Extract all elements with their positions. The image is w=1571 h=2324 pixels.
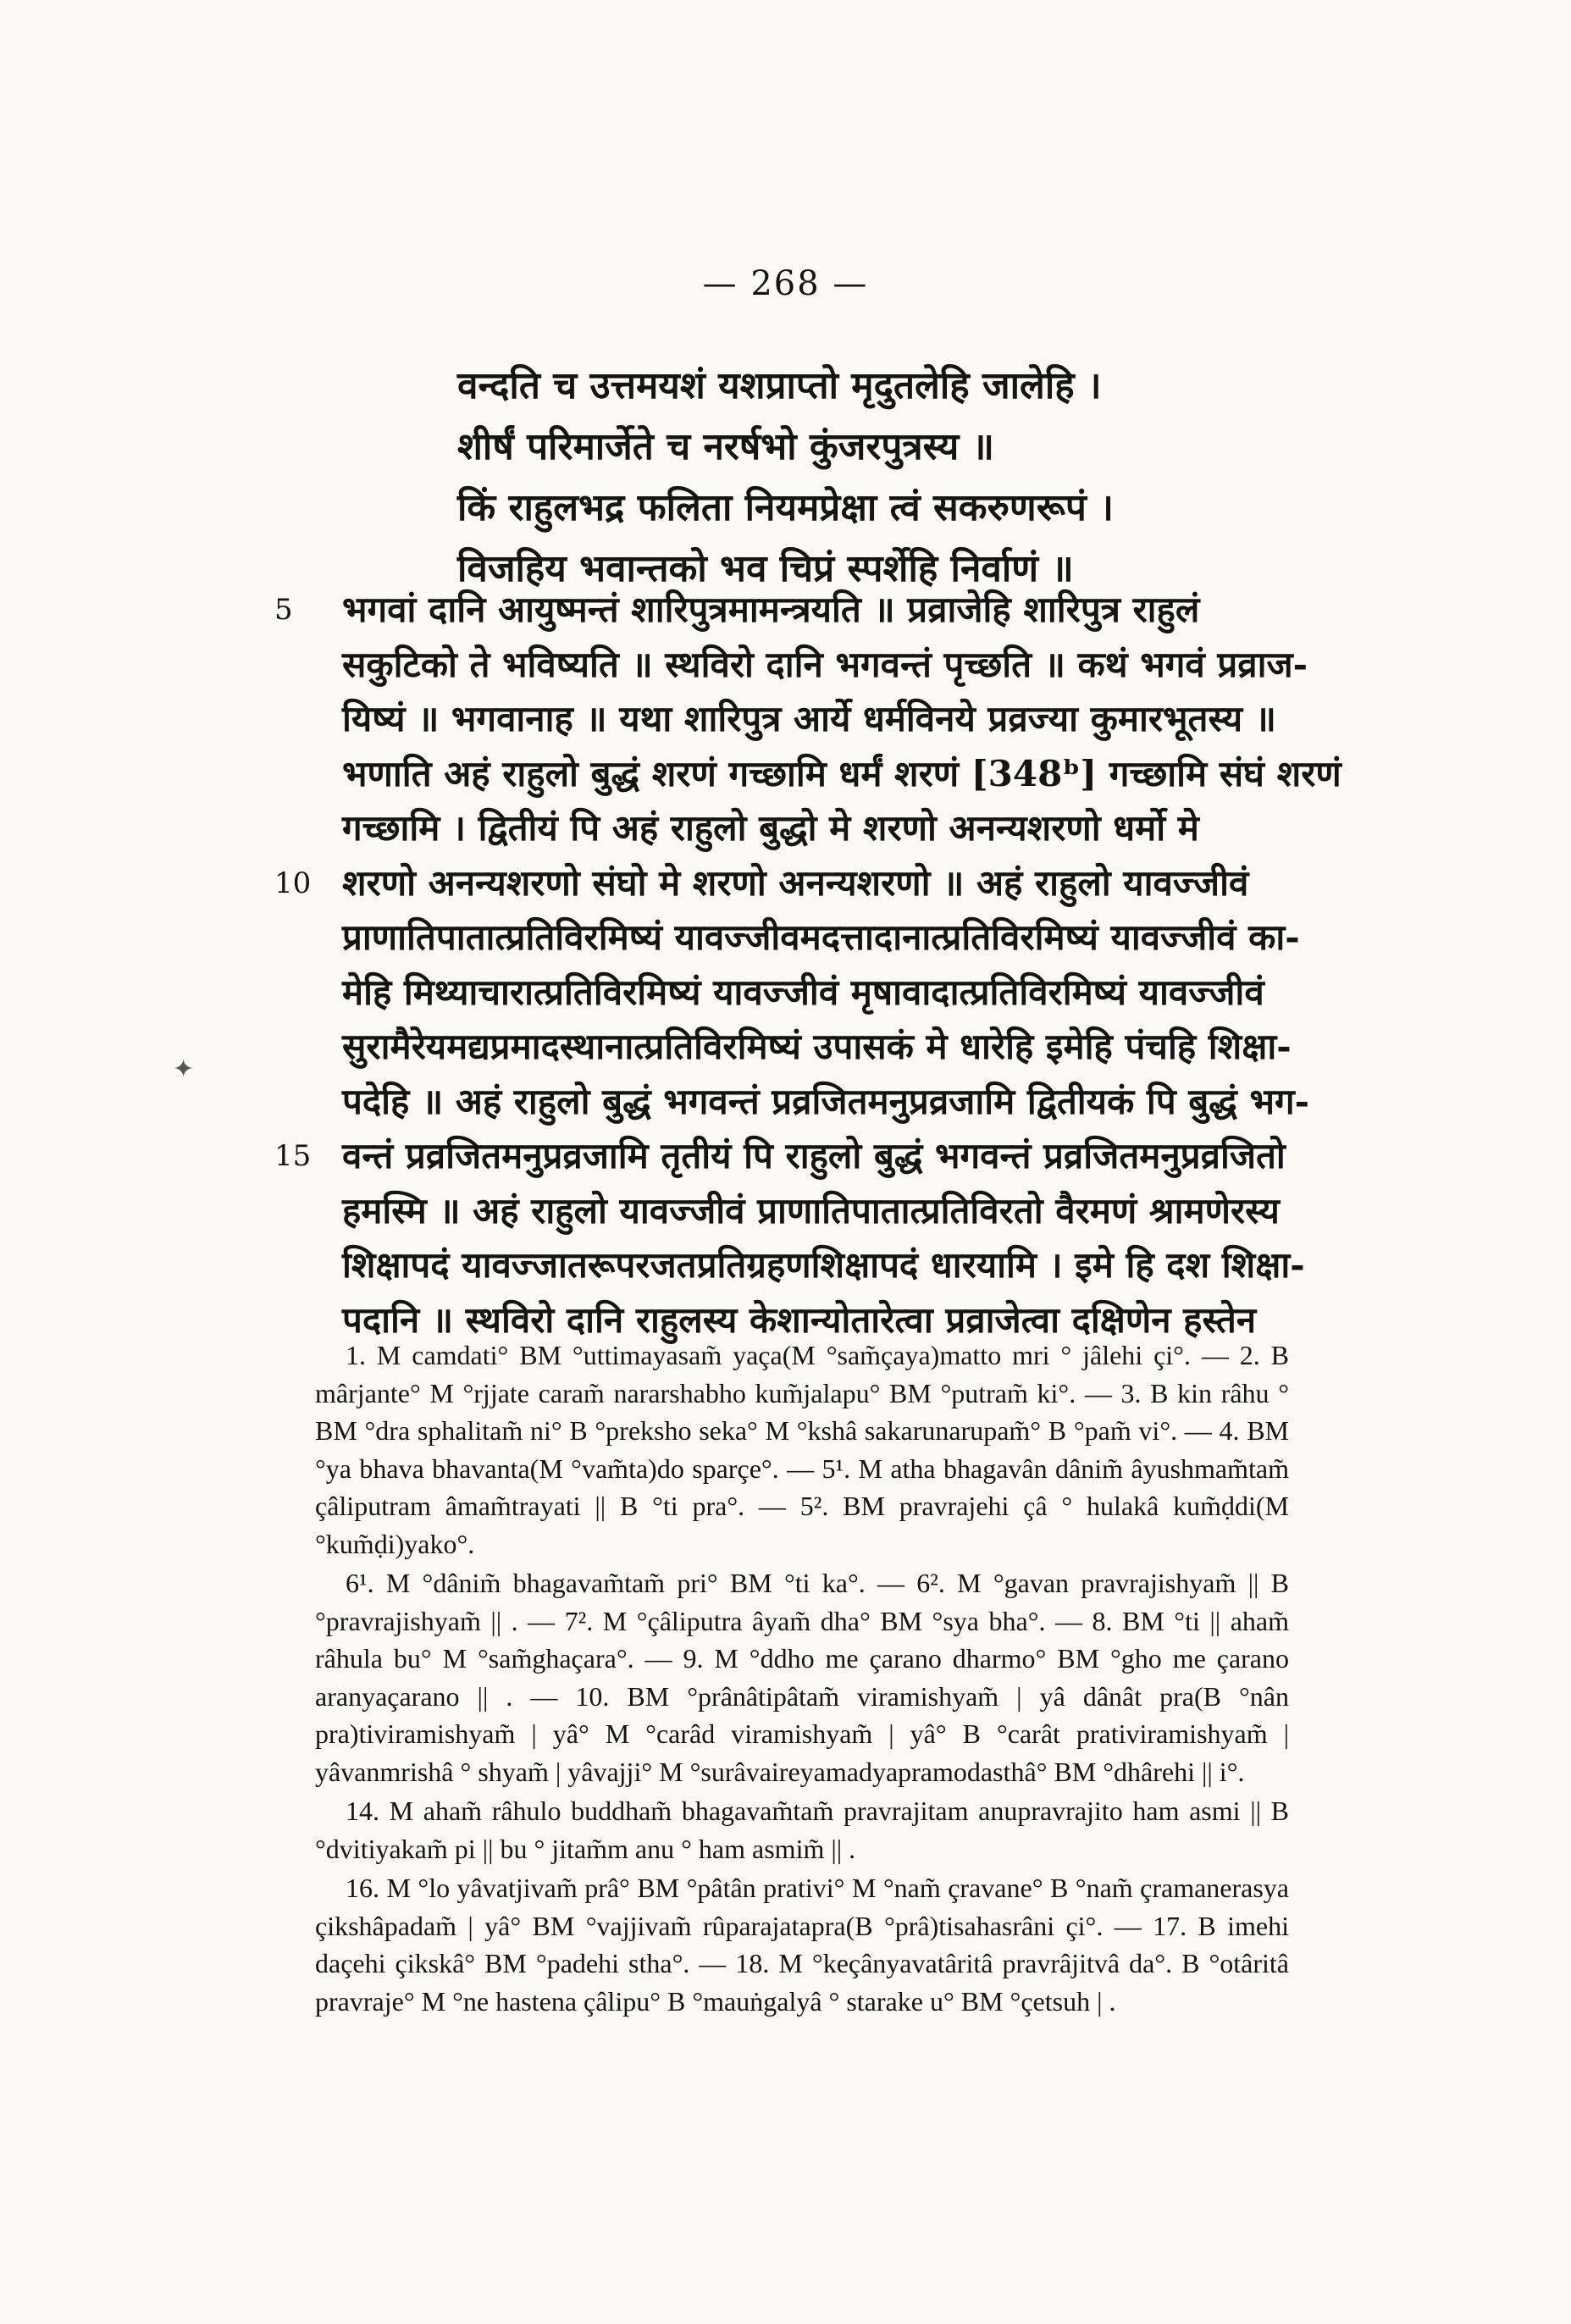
prose-line	[342, 1184, 1287, 1239]
prose-text: हमस्मि ॥ अहं राहुलो यावज्जीवं प्राणातिपातात्प्रतिविरतो वैरमणं श्रामणेरस्य	[342, 1189, 1280, 1231]
verse-block	[457, 356, 1304, 600]
prose-text: पदानि ॥ स्थविरो दानि राहुलस्य केशान्योतारेत्वा प्रव्राजेत्वा दक्षिणेन हस्तेन	[342, 1298, 1257, 1341]
margin-speck: ✦	[173, 1054, 195, 1084]
prose-text: प्राणातिपातात्प्रतिविरमिष्यं यावज्जीवमदत्तादानात्प्रतिविरमिष्यं यावज्जीवं का-	[342, 916, 1300, 958]
line-number: 10	[274, 866, 312, 900]
prose-text: भणाति अहं राहुलो बुद्धं शरणं गच्छामि धर्मं शरणं [348ᵇ] गच्छामि संघं शरणं	[342, 752, 1341, 794]
line-number: 15	[274, 1139, 312, 1173]
prose-text: शिक्षापदं यावज्जातरूपरजतप्रतिग्रहणशिक्षापदं धारयामि । इमे हि दश शिक्षा-	[342, 1244, 1305, 1286]
footnote: 16. M °lo yâvatjivam̃ prâ° BM °pâtân prativi° M °nam̃ çravane° B °nam̃ çramanerasya çikshâpadam̃ | yâ° BM °vajjivam̃ rûparajatapra(B °prâ)tisahasrâni çi°. — 17. B imehi daçehi çikskâ° BM °padehi stha°. — 18. M °keçânyavatâritâ pravrâjitvâ da°. B °otâritâ pravraje° M °ne hastena çâlipu° B °mauṅgalyâ ° starake u° BM °çetsuh | .	[315, 1873, 1289, 2017]
prose-line	[342, 801, 1287, 856]
footnote: 6¹. M °dânim̃ bhagavam̃tam̃ pri° BM °ti ka°. — 6². M °gavan pravrajishyam̃ || B °pravrajishyam̃ || . — 7². M °çâliputra âyam̃ dha° BM °sya bha°. — 8. BM °ti || aham̃ râhula bu° M °sam̃ghaçara°. — 9. M °ddho me çarano dharmo° BM °gho me çarano aranyaçarano || . — 10. BM °prânâtipâtam̃ viramishyam̃ | yâ dânât pra(B °nân pra)tiviramishyam̃ | yâ° M °carâd viramishyam̃ | yâ° B °carât prativiramishyam̃ | yâvanmrishâ ° shyam̃ | yâvajji° M °surâvaireyamadyapramodasthâ° BM °dhârehi || i°.	[315, 1568, 1289, 1787]
prose-text: मेहि मिथ्याचारात्प्रतिविरमिष्यं यावज्जीवं मृषावादात्प्रतिविरमिष्यं यावज्जीवं	[342, 971, 1264, 1013]
verse-line: वन्दति च उत्तमयशं यशप्राप्तो मृदुतलेहि जालेहि ।	[457, 364, 1102, 407]
prose-text: शरणो अनन्यशरणो संघो मे शरणो अनन्यशरणो ॥ अहं राहुलो यावज्जीवं	[342, 861, 1249, 904]
prose-text: सकुटिको ते भविष्यति ॥ स्थविरो दानि भगवन्तं पृच्छति ॥ कथं भगवं प्रव्राज-	[342, 643, 1308, 685]
verse-line: विजहिय भवान्तको भव चिप्रं स्पर्शेहि निर्वाणं ॥	[457, 547, 1074, 590]
footnotes	[315, 1336, 1289, 2022]
prose-line	[342, 692, 1287, 747]
prose-line	[342, 966, 1287, 1021]
prose-text: सुरामैरेयमद्यप्रमादस्थानात्प्रतिविरमिष्यं उपासकं मे धारेहि इमेहि पंचहि शिक्षा-	[342, 1026, 1292, 1067]
prose-line	[342, 1238, 1305, 1293]
prose-text: भगवां दानि आयुष्मन्तं शारिपुत्रमामन्त्रयति ॥ प्रव्राजेहि शारिपुत्र राहुलं	[342, 589, 1200, 630]
verse-line: किं राहुलभद्र फलिता नियमप्रेक्षा त्वं सकरुणरूपं ।	[457, 486, 1114, 529]
prose-line	[342, 910, 1300, 966]
prose-line	[342, 747, 1341, 802]
prose-text: यिष्यं ॥ भगवानाह ॥ यथा शारिपुत्र आर्ये धर्मविनये प्रव्रज्या कुमारभूतस्य ॥	[342, 698, 1276, 739]
footnote: 14. M aham̃ râhulo buddham̃ bhagavam̃tam̃ pravrajitam anupravrajito ham asmi || B °dvitiyakam̃ pi || bu ° jitam̃m anu ° ham asmim̃ || .	[315, 1796, 1289, 1864]
prose-text: गच्छामि । द्वितीयं पि अहं राहुलो बुद्धो मे शरणो अनन्यशरणो धर्मो मे	[342, 807, 1199, 849]
verse-line: शीर्षं परिमार्जेते च नरर्षभो कुंजरपुत्रस्य ॥	[457, 425, 994, 468]
prose-line	[274, 583, 1287, 638]
prose-line	[274, 1129, 1287, 1184]
prose-line	[274, 856, 1287, 911]
prose-line	[342, 638, 1308, 693]
line-number: 5	[274, 593, 293, 627]
prose-text: पदेहि ॥ अहं राहुलो बुद्धं भगवन्तं प्रव्रजितमनुप्रव्रजामि द्वितीयकं पि बुद्धं भग-	[342, 1080, 1310, 1122]
prose-line	[342, 1020, 1292, 1075]
prose-block	[274, 583, 1341, 1347]
footnote: 1. M camdati° BM °uttimayasam̃ yaça(M °sam̃çaya)matto mri ° jâlehi çi°. — 2. B mârjante° M °rjjate caram̃ nararshabho kum̃jalapu° BM °putram̃ ki°. — 3. B kin râhu ° BM °dra sphalitam̃ ni° B °preksho seka° M °kshâ sakarunarupam̃° B °pam̃ vi°. — 4. BM °ya bhava bhavanta(M °vam̃ta)do sparçe°. — 5¹. M atha bhagavân dânim̃ âyushmam̃tam̃ çâliputram âmam̃trayati || B °ti pra°. — 5². BM pravrajehi çâ ° hulakâ kum̃ḍdi(M °kum̃ḍi)yako°.	[315, 1340, 1289, 1559]
prose-line	[342, 1075, 1310, 1130]
prose-text: वन्तं प्रव्रजितमनुप्रव्रजामि तृतीयं पि राहुलो बुद्धं भगवन्तं प्रव्रजितमनुप्रव्रजितो	[342, 1135, 1286, 1176]
page-number: — 268 —	[702, 264, 869, 303]
